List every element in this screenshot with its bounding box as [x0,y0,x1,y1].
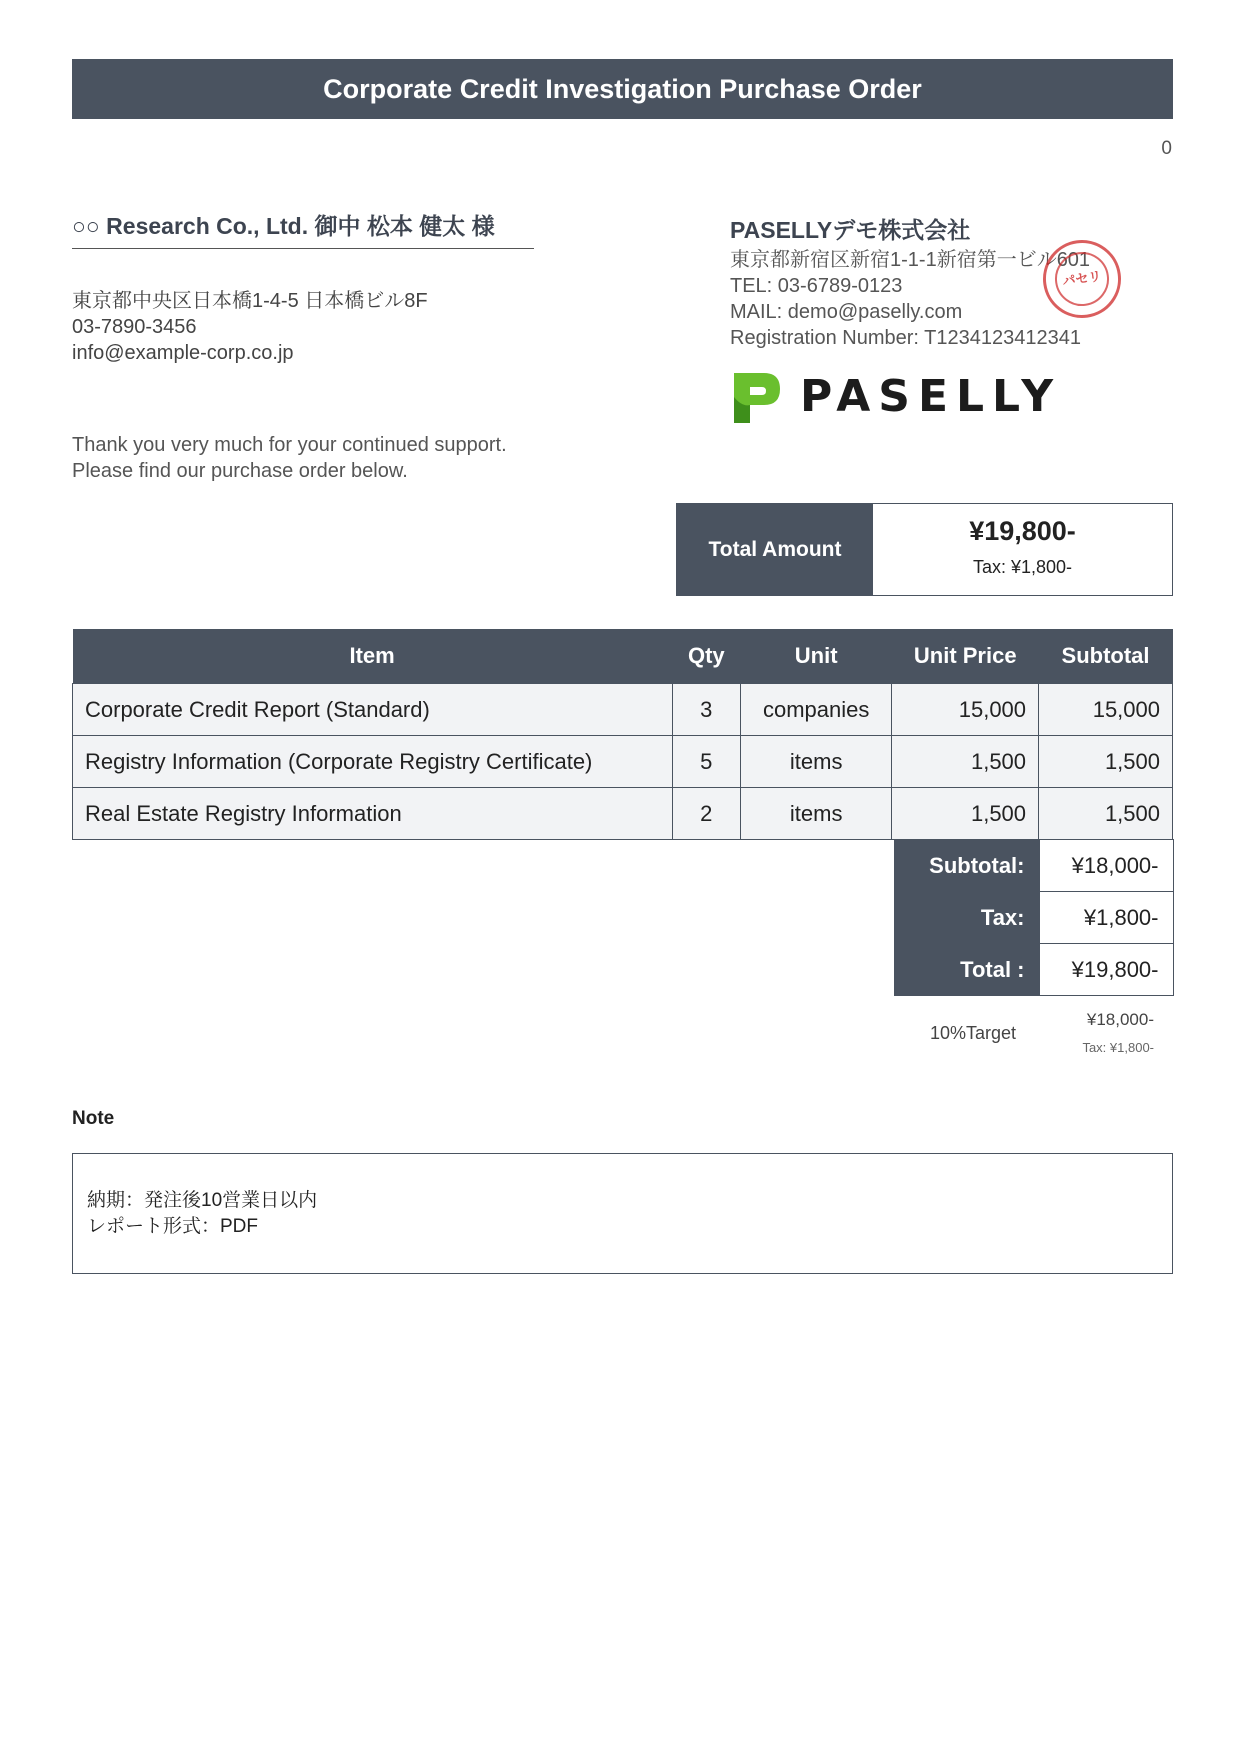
cell-qty: 5 [672,736,740,788]
company-tel: TEL: 03-6789-0123 [730,275,903,297]
client-address: 東京都中央区日本橋1-4-5 日本橋ビル8F [72,290,428,312]
company-name: PASELLYデモ株式会社 [730,217,971,243]
document-number: 0 [1161,138,1172,159]
client-info [72,288,428,366]
company-logo [730,366,1061,426]
cell-subtotal: 1,500 [1039,736,1173,788]
greeting-line-1: Thank you very much for your continued support. [72,434,507,456]
cell-unit: items [740,788,891,840]
summary-table [894,839,1174,996]
summary-tax-value: ¥1,800- [1039,892,1173,944]
summary-row-tax [894,892,1173,944]
total-amount-label: Total Amount [677,504,873,595]
page-title: Corporate Credit Investigation Purchase Order [72,59,1173,119]
note-line-1: 納期：発注後10営業日以内 [87,1190,318,1211]
company-address: 東京都新宿区新宿1-1-1新宿第一ビル601 [730,249,1091,271]
cell-qty: 2 [672,788,740,840]
table-header-row [73,629,1173,684]
items-table [72,629,1173,840]
company-info [730,247,1090,351]
tax-target-amount: ¥18,000- [1086,1010,1154,1029]
note-box [72,1153,1173,1274]
summary-total-label: Total : [894,944,1039,996]
header-qty: Qty [672,629,740,684]
greeting-line-2: Please find our purchase order below. [72,460,408,482]
header-unit: Unit [740,629,891,684]
cell-subtotal: 1,500 [1039,788,1173,840]
logo-wordmark: PASELLY [800,370,1062,422]
header-unit-price: Unit Price [892,629,1039,684]
total-amount-value: ¥19,800- [969,516,1076,546]
company-mail: MAIL: demo@paselly.com [730,301,963,323]
summary-tax-label: Tax: [894,892,1039,944]
tax-target-label: 10%Target [930,1023,1017,1043]
summary-row-subtotal [894,840,1173,892]
table-row [73,736,1173,788]
cell-qty: 3 [672,684,740,736]
table-row [73,684,1173,736]
cell-unit-price: 1,500 [892,736,1039,788]
cell-item: Corporate Credit Report (Standard) [73,684,673,736]
note-heading: Note [72,1108,115,1129]
total-amount-values [873,504,1172,595]
cell-unit-price: 1,500 [892,788,1039,840]
summary-subtotal-value: ¥18,000- [1039,840,1173,892]
header-item: Item [73,629,673,684]
cell-unit-price: 15,000 [892,684,1039,736]
client-email: info@example-corp.co.jp [72,342,294,364]
header-subtotal: Subtotal [1039,629,1173,684]
note-line-2: レポート形式：PDF [87,1216,259,1237]
seal-inner-ring: パセリ [1052,249,1113,310]
cell-item: Real Estate Registry Information [73,788,673,840]
client-name: ○○ Research Co., Ltd. 御中 松本 健太 様 [72,212,534,249]
cell-subtotal: 15,000 [1039,684,1173,736]
summary-subtotal-label: Subtotal: [894,840,1039,892]
summary-total-value: ¥19,800- [1039,944,1173,996]
cell-item: Registry Information (Corporate Registry Certificate) [73,736,673,788]
leaf-logo-icon [730,367,784,425]
summary-row-total [894,944,1173,996]
greeting [72,432,507,484]
cell-unit: companies [740,684,891,736]
company-registration: Registration Number: T1234123412341 [730,327,1081,349]
client-phone: 03-7890-3456 [72,316,197,338]
total-tax-value: Tax: ¥1,800- [972,557,1073,577]
total-amount-box [676,503,1173,596]
table-row [73,788,1173,840]
tax-target-tax: Tax: ¥1,800- [1082,1040,1154,1055]
cell-unit: items [740,736,891,788]
